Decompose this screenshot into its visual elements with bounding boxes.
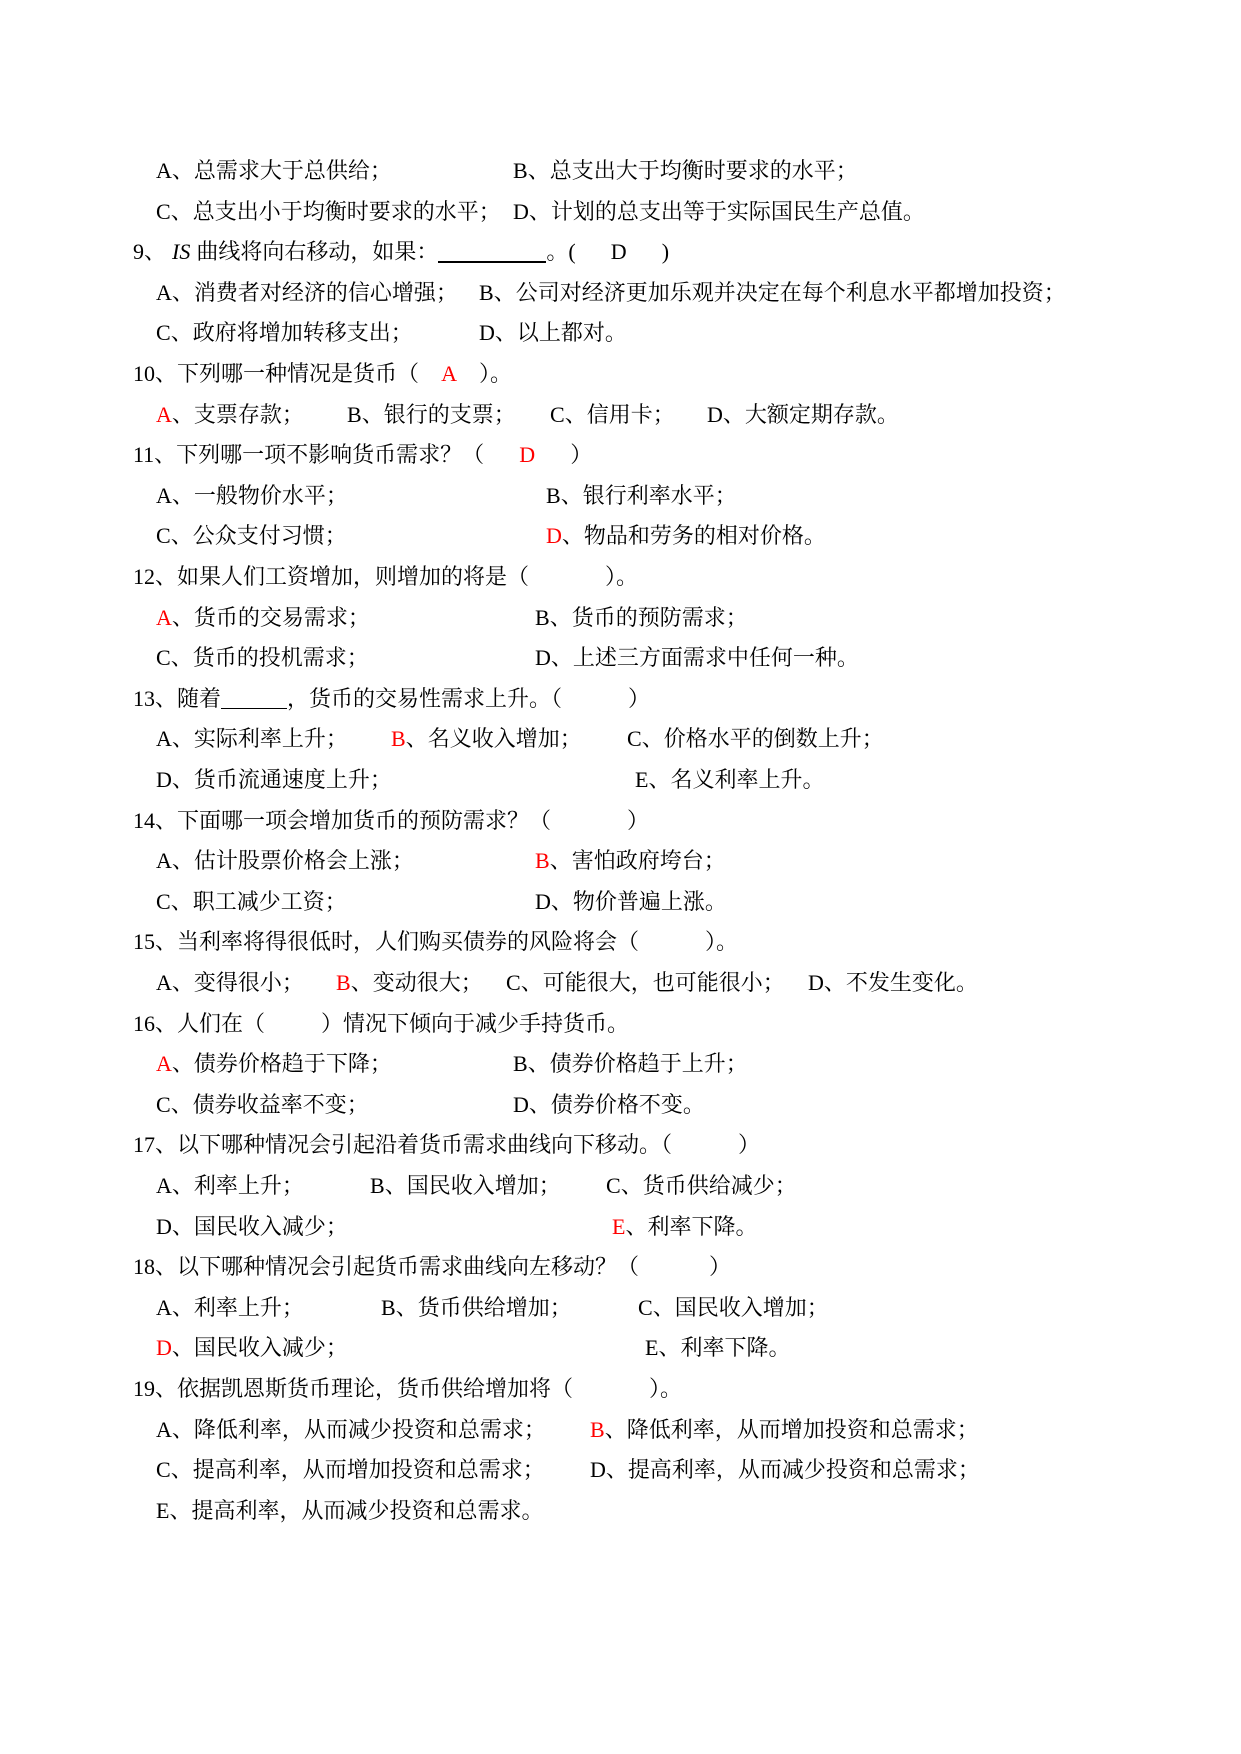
stem-text: ） bbox=[570, 442, 593, 467]
question-14-option-a bbox=[156, 841, 414, 881]
option-letter: D bbox=[156, 1214, 172, 1239]
options-row bbox=[0, 1207, 1241, 1247]
question-18-option-c bbox=[638, 1288, 829, 1328]
question-10-option-c bbox=[550, 395, 675, 435]
option-letter: B bbox=[546, 483, 561, 508]
option-text: 、名义收入增加； bbox=[405, 726, 582, 751]
option-text: 、变得很小； bbox=[171, 970, 304, 995]
question-17-option-e bbox=[612, 1207, 757, 1247]
option-letter: B bbox=[535, 848, 550, 873]
question-15-option-b bbox=[336, 963, 483, 1003]
question-stem-row bbox=[0, 232, 1241, 272]
option-letter: E bbox=[156, 1498, 170, 1523]
option-text: 、债券价格不变。 bbox=[528, 1092, 705, 1117]
question-10-answer: A bbox=[441, 361, 457, 386]
options-row bbox=[0, 516, 1241, 556]
option-text: 、物品和劳务的相对价格。 bbox=[561, 523, 826, 548]
option-letter: E bbox=[612, 1214, 626, 1239]
options-row bbox=[0, 313, 1241, 353]
question-13-stem bbox=[133, 679, 650, 719]
question-stem-row bbox=[0, 1004, 1241, 1044]
options-row bbox=[0, 1044, 1241, 1084]
option-text: 、利率上升； bbox=[171, 1173, 304, 1198]
question-stem-row bbox=[0, 679, 1241, 719]
stem-text: 18、以下哪种情况会引起货币需求曲线向左移动？（ bbox=[133, 1254, 640, 1279]
option-text: 、害怕政府垮台； bbox=[549, 848, 726, 873]
option-text: 、提高利率，从而减少投资和总需求； bbox=[605, 1457, 980, 1482]
stem-text: ）。 bbox=[605, 564, 639, 589]
option-text: 、可能很大，也可能很小； bbox=[520, 970, 785, 995]
option-letter: C bbox=[156, 645, 171, 670]
question-17-option-c bbox=[606, 1166, 797, 1206]
question-14-stem bbox=[133, 801, 649, 841]
options-row bbox=[0, 192, 1241, 232]
question-19-option-a bbox=[156, 1410, 546, 1450]
question-17-option-d bbox=[156, 1207, 348, 1247]
option-text: 、利率下降。 bbox=[625, 1214, 758, 1239]
option-text: 、债券价格趋于上升； bbox=[527, 1051, 748, 1076]
question-8-option-b bbox=[513, 151, 858, 191]
option-letter: C bbox=[156, 1092, 171, 1117]
stem-text: ) bbox=[661, 239, 670, 264]
option-text: 、大额定期存款。 bbox=[722, 402, 899, 427]
stem-text: ）。 bbox=[649, 1376, 683, 1401]
options-row bbox=[0, 638, 1241, 678]
question-16-stem bbox=[133, 1004, 629, 1044]
question-number: 9、 bbox=[133, 239, 167, 264]
question-11-stem bbox=[133, 435, 592, 475]
option-text: 、信用卡； bbox=[564, 402, 675, 427]
option-text: 、一般物价水平； bbox=[171, 483, 348, 508]
option-letter: B bbox=[513, 158, 528, 183]
options-row bbox=[0, 963, 1241, 1003]
options-row bbox=[0, 760, 1241, 800]
option-text: 、职工减少工资； bbox=[170, 889, 347, 914]
option-letter: C bbox=[627, 726, 642, 751]
question-13-option-c bbox=[627, 719, 884, 759]
question-stem-row bbox=[0, 1125, 1241, 1165]
question-19-option-b bbox=[590, 1410, 979, 1450]
option-text: 、支票存款； bbox=[171, 402, 304, 427]
option-text: 、变动很大； bbox=[350, 970, 483, 995]
question-8-option-a bbox=[156, 151, 392, 191]
options-row bbox=[0, 1450, 1241, 1490]
question-18-option-e bbox=[645, 1328, 790, 1368]
options-row bbox=[0, 882, 1241, 922]
question-16-option-a bbox=[156, 1044, 392, 1084]
options-row bbox=[0, 273, 1241, 313]
option-letter: E bbox=[645, 1335, 659, 1360]
option-text: 、国民收入增加； bbox=[652, 1295, 829, 1320]
stem-text: ） bbox=[628, 686, 651, 711]
question-19-option-c bbox=[156, 1450, 545, 1490]
question-15-option-c bbox=[506, 963, 785, 1003]
question-18-option-d bbox=[156, 1328, 348, 1368]
option-letter: D bbox=[535, 889, 551, 914]
option-text: 、银行的支票； bbox=[361, 402, 516, 427]
question-13-option-d bbox=[156, 760, 392, 800]
option-letter: C bbox=[638, 1295, 653, 1320]
stem-text: 13、随着 bbox=[133, 686, 222, 711]
question-17-stem bbox=[133, 1125, 760, 1165]
question-16-option-d bbox=[513, 1085, 705, 1125]
answer-underline-blank bbox=[438, 261, 546, 263]
option-letter: B bbox=[336, 970, 351, 995]
stem-text: 曲线将向右移动，如果： bbox=[196, 239, 439, 264]
option-text: 、货币供给减少； bbox=[620, 1173, 797, 1198]
question-12-option-a bbox=[156, 598, 370, 638]
option-text: 、政府将增加转移支出； bbox=[170, 320, 413, 345]
question-stem-row bbox=[0, 922, 1241, 962]
stem-text: ）。 bbox=[705, 929, 739, 954]
stem-text: 10、下列哪一种情况是货币（ bbox=[133, 361, 420, 386]
option-letter: C bbox=[156, 523, 171, 548]
options-row bbox=[0, 841, 1241, 881]
question-10-option-b bbox=[347, 395, 516, 435]
option-letter: C bbox=[156, 889, 171, 914]
question-11-answer: D bbox=[519, 442, 536, 467]
stem-text: ，货币的交易性需求上升。（ bbox=[287, 686, 563, 711]
option-letter: B bbox=[370, 1173, 385, 1198]
question-9-option-a bbox=[156, 273, 458, 313]
option-letter: B bbox=[391, 726, 406, 751]
question-18-stem bbox=[133, 1247, 731, 1287]
option-letter: A bbox=[156, 280, 172, 305]
option-letter: E bbox=[635, 767, 649, 792]
option-letter: B bbox=[381, 1295, 396, 1320]
options-row bbox=[0, 1085, 1241, 1125]
stem-text: 17、以下哪种情况会引起沿着货币需求曲线向下移动。（ bbox=[133, 1132, 673, 1157]
option-letter: A bbox=[156, 848, 172, 873]
question-9-option-d bbox=[479, 313, 627, 353]
option-text: 、提高利率，从而增加投资和总需求； bbox=[170, 1457, 545, 1482]
stem-text: ） bbox=[627, 808, 650, 833]
option-text: 、降低利率，从而增加投资和总需求； bbox=[604, 1417, 979, 1442]
question-14-option-c bbox=[156, 882, 347, 922]
question-10-stem bbox=[133, 354, 512, 394]
option-letter: B bbox=[513, 1051, 528, 1076]
option-letter: D bbox=[513, 199, 529, 224]
option-text: 、债券收益率不变； bbox=[170, 1092, 369, 1117]
stem-text: 15、当利率将得很低时，人们购买债券的风险将会（ bbox=[133, 929, 640, 954]
option-text: 、总需求大于总供给； bbox=[171, 158, 392, 183]
question-11-option-b bbox=[546, 476, 737, 516]
option-text: 、以上都对。 bbox=[494, 320, 627, 345]
option-letter: D bbox=[535, 645, 551, 670]
is-curve-label: IS bbox=[172, 239, 191, 264]
options-row bbox=[0, 598, 1241, 638]
question-12-option-b bbox=[535, 598, 748, 638]
option-text: 、货币的交易需求； bbox=[171, 605, 370, 630]
option-text: 、价格水平的倒数上升； bbox=[641, 726, 884, 751]
question-16-option-c bbox=[156, 1085, 369, 1125]
option-letter: C bbox=[550, 402, 565, 427]
option-text: 、降低利率，从而减少投资和总需求； bbox=[171, 1417, 546, 1442]
options-row bbox=[0, 1166, 1241, 1206]
question-8-option-c bbox=[156, 192, 501, 232]
stem-text: ） bbox=[738, 1132, 761, 1157]
question-stem-row bbox=[0, 1247, 1241, 1287]
option-letter: B bbox=[347, 402, 362, 427]
option-text: 、计划的总支出等于实际国民生产总值。 bbox=[528, 199, 925, 224]
option-text: 、公众支付习惯； bbox=[170, 523, 347, 548]
stem-text: ）。 bbox=[479, 361, 513, 386]
option-text: 、实际利率上升； bbox=[171, 726, 348, 751]
option-letter: A bbox=[156, 1295, 172, 1320]
question-17-option-a bbox=[156, 1166, 304, 1206]
stem-text: 16、人们在（ bbox=[133, 1011, 266, 1036]
question-stem-row bbox=[0, 801, 1241, 841]
stem-text: 19、依据凯恩斯货币理论，货币供给增加将（ bbox=[133, 1376, 574, 1401]
question-16-option-b bbox=[513, 1044, 748, 1084]
option-text: 、利率下降。 bbox=[658, 1335, 791, 1360]
stem-text: 12、如果人们工资增加，则增加的将是（ bbox=[133, 564, 530, 589]
option-letter: A bbox=[156, 483, 172, 508]
option-letter: D bbox=[808, 970, 824, 995]
question-stem-row bbox=[0, 557, 1241, 597]
question-19-option-e bbox=[156, 1491, 543, 1531]
question-13-option-b bbox=[391, 719, 582, 759]
option-text: 、国民收入减少； bbox=[171, 1335, 348, 1360]
option-letter: C bbox=[156, 320, 171, 345]
option-letter: B bbox=[535, 605, 550, 630]
option-letter: D bbox=[546, 523, 562, 548]
option-text: 、货币的投机需求； bbox=[170, 645, 369, 670]
question-13-option-a bbox=[156, 719, 348, 759]
option-letter: B bbox=[590, 1417, 605, 1442]
question-stem-row bbox=[0, 435, 1241, 475]
question-10-option-d bbox=[707, 395, 899, 435]
question-15-option-d bbox=[808, 963, 978, 1003]
question-stem-row bbox=[0, 1369, 1241, 1409]
stem-text: 14、下面哪一项会增加货币的预防需求？（ bbox=[133, 808, 552, 833]
question-15-option-a bbox=[156, 963, 304, 1003]
option-text: 、利率上升； bbox=[171, 1295, 304, 1320]
question-8-option-d bbox=[513, 192, 925, 232]
option-letter: A bbox=[156, 158, 172, 183]
question-11-option-d bbox=[546, 516, 826, 556]
option-text: 、名义利率上升。 bbox=[648, 767, 825, 792]
option-text: 、货币供给增加； bbox=[395, 1295, 572, 1320]
option-text: 、货币流通速度上升； bbox=[171, 767, 392, 792]
question-18-option-a bbox=[156, 1288, 304, 1328]
option-letter: A bbox=[156, 402, 172, 427]
options-row bbox=[0, 1410, 1241, 1450]
option-letter: A bbox=[156, 726, 172, 751]
question-18-option-b bbox=[381, 1288, 572, 1328]
options-row bbox=[0, 1328, 1241, 1368]
option-text: 、总支出小于均衡时要求的水平； bbox=[170, 199, 501, 224]
question-17-option-b bbox=[370, 1166, 561, 1206]
options-row bbox=[0, 476, 1241, 516]
option-letter: C bbox=[156, 199, 171, 224]
option-letter: D bbox=[156, 767, 172, 792]
option-letter: D bbox=[707, 402, 723, 427]
stem-text: ） bbox=[709, 1254, 732, 1279]
question-10-option-a bbox=[156, 395, 304, 435]
options-row bbox=[0, 151, 1241, 191]
option-text: 、银行利率水平； bbox=[560, 483, 737, 508]
option-text: 、债券价格趋于下降； bbox=[171, 1051, 392, 1076]
option-letter: A bbox=[156, 1051, 172, 1076]
option-text: 、上述三方面需求中任何一种。 bbox=[550, 645, 859, 670]
options-row bbox=[0, 395, 1241, 435]
option-letter: B bbox=[479, 280, 494, 305]
question-stem-row bbox=[0, 354, 1241, 394]
option-letter: A bbox=[156, 970, 172, 995]
option-letter: A bbox=[156, 1417, 172, 1442]
question-14-option-d bbox=[535, 882, 727, 922]
question-9-option-c bbox=[156, 313, 413, 353]
question-11-option-c bbox=[156, 516, 347, 556]
question-12-option-c bbox=[156, 638, 369, 678]
question-13-option-e bbox=[635, 760, 824, 800]
option-text: 、货币的预防需求； bbox=[549, 605, 748, 630]
question-14-option-b bbox=[535, 841, 726, 881]
question-9-stem bbox=[133, 232, 669, 272]
option-text: 、国民收入增加； bbox=[384, 1173, 561, 1198]
options-row bbox=[0, 1491, 1241, 1531]
option-text: 、国民收入减少； bbox=[171, 1214, 348, 1239]
option-text: 、不发生变化。 bbox=[823, 970, 978, 995]
option-letter: D bbox=[513, 1092, 529, 1117]
option-letter: C bbox=[506, 970, 521, 995]
stem-text: 。( bbox=[546, 239, 576, 264]
option-letter: A bbox=[156, 1173, 172, 1198]
option-text: 、估计股票价格会上涨； bbox=[171, 848, 414, 873]
stem-text: ）情况下倾向于减少手持货币。 bbox=[321, 1011, 630, 1036]
options-row bbox=[0, 1288, 1241, 1328]
fill-in-underline-blank bbox=[221, 708, 287, 709]
option-text: 、提高利率，从而减少投资和总需求。 bbox=[169, 1498, 544, 1523]
option-text: 、消费者对经济的信心增强； bbox=[171, 280, 458, 305]
option-text: 、公司对经济更加乐观并决定在每个利息水平都增加投资； bbox=[493, 280, 1066, 305]
option-letter: A bbox=[156, 605, 172, 630]
question-19-stem bbox=[133, 1369, 682, 1409]
option-letter: C bbox=[156, 1457, 171, 1482]
options-row bbox=[0, 719, 1241, 759]
option-text: 、总支出大于均衡时要求的水平； bbox=[527, 158, 858, 183]
question-11-option-a bbox=[156, 476, 348, 516]
option-letter: C bbox=[606, 1173, 621, 1198]
question-9-option-b bbox=[479, 273, 1066, 313]
option-letter: D bbox=[156, 1335, 172, 1360]
option-text: 、物价普遍上涨。 bbox=[550, 889, 727, 914]
stem-text: 11、下列哪一项不影响货币需求？（ bbox=[133, 442, 485, 467]
question-19-option-d bbox=[590, 1450, 980, 1490]
question-15-stem bbox=[133, 922, 738, 962]
question-12-stem bbox=[133, 557, 638, 597]
question-9-answer: D bbox=[610, 239, 627, 264]
option-letter: D bbox=[590, 1457, 606, 1482]
option-letter: D bbox=[479, 320, 495, 345]
question-12-option-d bbox=[535, 638, 859, 678]
